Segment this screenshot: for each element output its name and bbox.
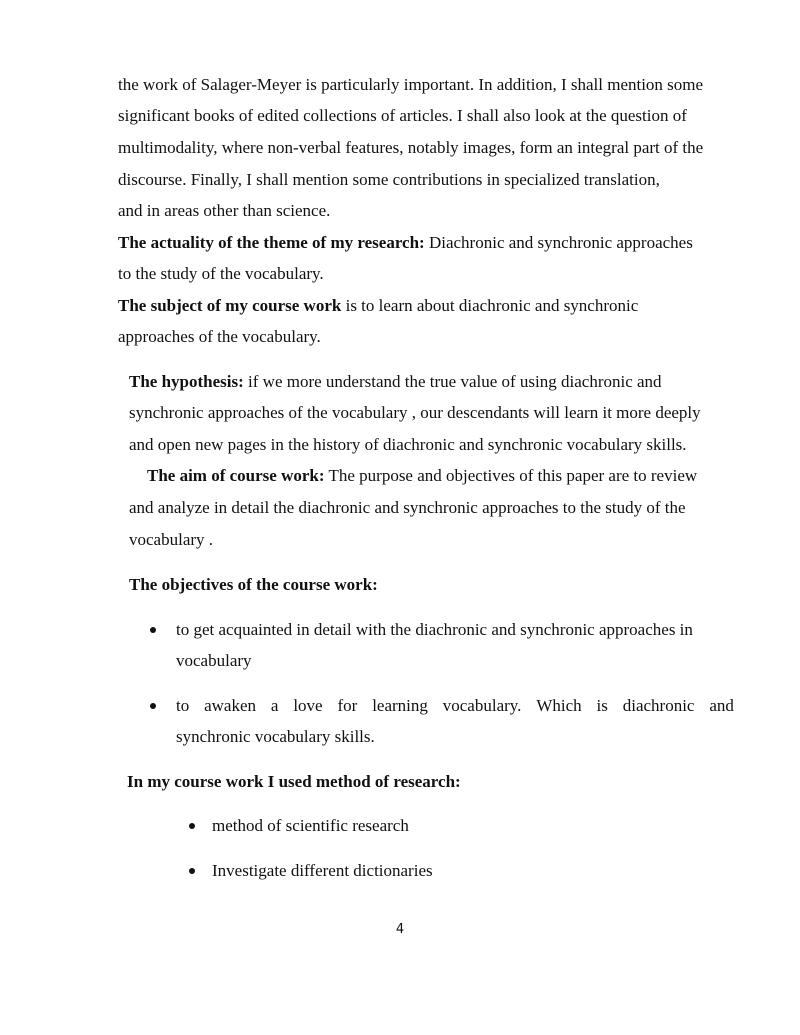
list-item-continuation: vocabulary: [176, 651, 252, 670]
hypothesis-line: synchronic approaches of the vocabulary , our descendants will learn it more deeply: [129, 403, 701, 422]
list-word: to: [176, 696, 190, 715]
list-word: love: [293, 696, 323, 715]
list-item: to get acquainted in detail with the diachronic and synchronic approaches in: [176, 620, 693, 639]
bullet-icon: [150, 627, 156, 633]
paragraph-line: multimodality, where non-verbal features, notably images, form an integral part of the: [118, 138, 704, 157]
list-word: learning: [372, 696, 428, 715]
hypothesis-text: if we more understand the true value of using diachronic and: [243, 372, 662, 391]
aim-line: vocabulary .: [129, 530, 214, 549]
paragraph-line: significant books of edited collections of articles. I shall also look at the question of: [118, 106, 687, 125]
paragraph-line: discourse. Finally, I shall mention some contributions in specialized translation,: [118, 170, 660, 189]
actuality-text: Diachronic and synchronic approaches: [424, 233, 693, 252]
aim-line: [147, 466, 697, 486]
aim-text: The purpose and objectives of this paper are to review: [324, 466, 698, 485]
subject-line: approaches of the vocabulary.: [118, 327, 321, 346]
list-word: diachronic: [622, 696, 695, 715]
list-word: for: [337, 696, 358, 715]
objectives-heading: The objectives of the course work:: [129, 575, 378, 594]
list-word: vocabulary.: [442, 696, 522, 715]
subject-text: is to learn about diachronic and synchronic: [341, 296, 639, 315]
list-item-continuation: synchronic vocabulary skills.: [176, 727, 375, 746]
list-item: method of scientific research: [212, 816, 409, 835]
page-number: 4: [395, 922, 405, 937]
bullet-icon: [189, 823, 195, 829]
bullet-icon: [150, 703, 156, 709]
aim-line: and analyze in detail the diachronic and synchronic approaches to the study of the: [129, 498, 686, 517]
actuality-label: The actuality of the theme of my research:: [118, 233, 425, 252]
list-item: [176, 696, 734, 716]
hypothesis-label: The hypothesis:: [129, 372, 244, 391]
paragraph-line: and in areas other than science.: [118, 201, 331, 220]
subject-label: The subject of my course work: [118, 296, 342, 315]
methods-heading: In my course work I used method of research:: [127, 772, 461, 791]
actuality-line: to the study of the vocabulary.: [118, 264, 324, 283]
paragraph-line: the work of Salager-Meyer is particularly important. In addition, I shall mention some: [118, 75, 704, 94]
list-word: and: [709, 696, 734, 715]
hypothesis-line: and open new pages in the history of diachronic and synchronic vocabulary skills.: [129, 435, 687, 454]
hypothesis-line: [129, 372, 662, 392]
list-word: is: [596, 696, 608, 715]
list-item: Investigate different dictionaries: [212, 861, 433, 880]
subject-line: [118, 296, 638, 316]
aim-label: The aim of course work:: [147, 466, 325, 485]
list-word: Which: [536, 696, 582, 715]
actuality-line: [118, 233, 693, 253]
list-word: a: [270, 696, 279, 715]
bullet-icon: [189, 868, 195, 874]
list-word: awaken: [204, 696, 257, 715]
